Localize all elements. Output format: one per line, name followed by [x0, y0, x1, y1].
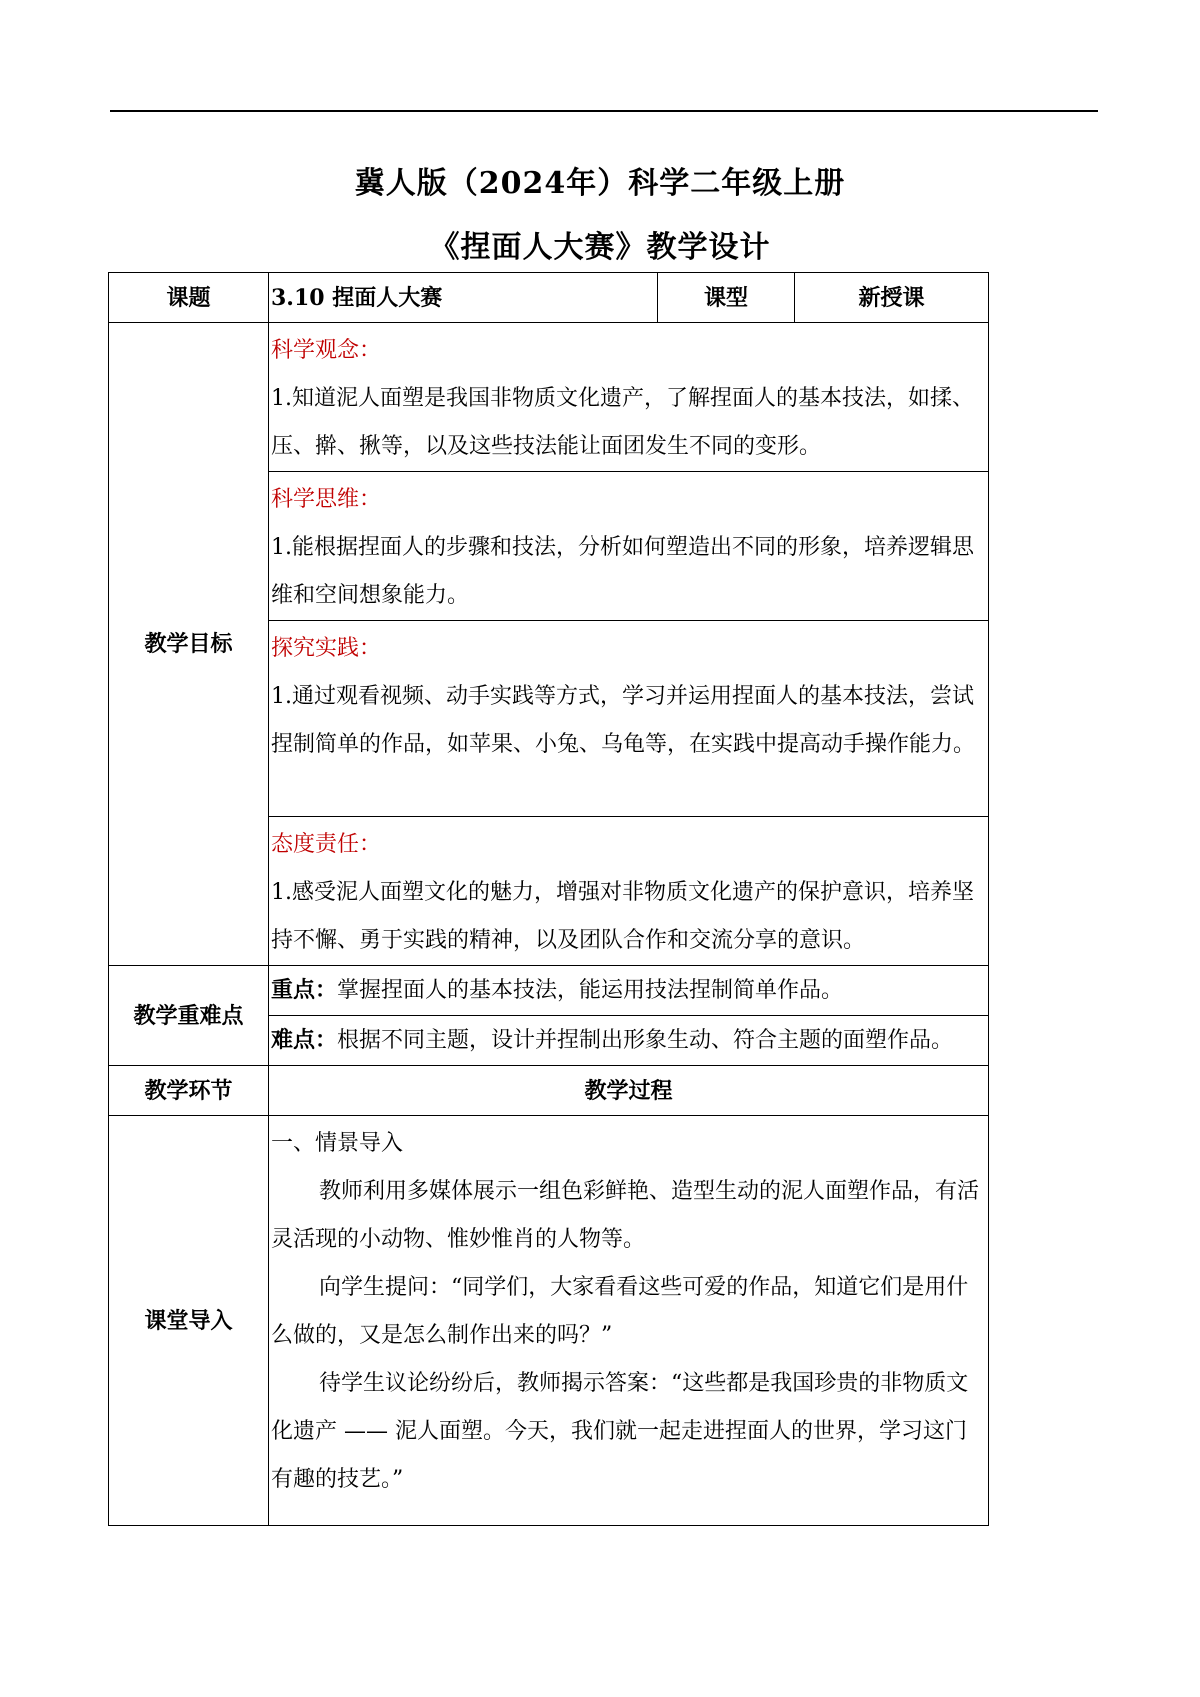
type-value: 新授课 — [795, 273, 989, 323]
objective-cell — [269, 472, 989, 621]
document-subtitle: 《捏面人大赛》教学设计 — [429, 230, 771, 265]
difficult-point-text: 根据不同主题，设计并捏制出形象生动、符合主题的面塑作品。 — [337, 1028, 954, 1053]
topic-value: 3.10 捏面人大赛 — [269, 273, 658, 323]
lesson-plan-table — [108, 272, 989, 1526]
process-header: 教学过程 — [269, 1066, 989, 1116]
objective-text: 1.能根据捏面人的步骤和技法，分析如何塑造出不同的形象，培养逻辑思维和空间想象能力。 — [271, 535, 974, 608]
objective-heading: 科学思维： — [271, 487, 382, 512]
stage-header: 教学环节 — [109, 1066, 269, 1116]
intro-row — [109, 1116, 989, 1526]
intro-section-title: 一、情景导入 — [271, 1131, 404, 1156]
objective-heading: 态度责任： — [271, 832, 382, 857]
objective-heading: 科学观念： — [271, 338, 382, 363]
header-rule — [110, 110, 1098, 112]
document-title: 冀人版（2024年）科学二年级上册 — [354, 166, 846, 201]
key-point-cell — [269, 966, 989, 1016]
intro-content — [269, 1116, 989, 1526]
topic-row — [109, 273, 989, 323]
objective-cell — [269, 323, 989, 472]
keypoint-row — [109, 966, 989, 1016]
objective-row — [109, 323, 989, 472]
objective-text: 1.感受泥人面塑文化的魅力，增强对非物质文化遗产的保护意识，培养坚持不懈、勇于实践的精神，以及团队合作和交流分享的意识。 — [271, 880, 974, 953]
topic-label: 课题 — [109, 273, 269, 323]
objectives-label: 教学目标 — [109, 323, 269, 966]
key-point-label: 重点： — [271, 977, 338, 1003]
objective-heading: 探究实践： — [271, 636, 382, 661]
difficult-point-label: 难点： — [271, 1027, 338, 1053]
type-label: 课型 — [658, 273, 795, 323]
intro-paragraph: 教师利用多媒体展示一组色彩鲜艳、造型生动的泥人面塑作品，有活灵活现的小动物、惟妙惟肖的人物等。 — [271, 1179, 980, 1252]
objective-text: 1.知道泥人面塑是我国非物质文化遗产，了解捏面人的基本技法，如揉、压、擀、揪等，以及这些技法能让面团发生不同的变形。 — [271, 386, 974, 459]
process-header-row — [109, 1066, 989, 1116]
objective-cell — [269, 621, 989, 817]
intro-stage-label: 课堂导入 — [109, 1116, 269, 1526]
keypoints-label: 教学重难点 — [109, 966, 269, 1066]
key-point-text: 掌握捏面人的基本技法，能运用技法捏制简单作品。 — [337, 978, 844, 1003]
difficult-point-cell — [269, 1016, 989, 1066]
objective-cell — [269, 817, 989, 966]
intro-paragraph: 待学生议论纷纷后，教师揭示答案：“这些都是我国珍贵的非物质文化遗产 —— 泥人面塑。今天，我们就一起走进捏面人的世界，学习这门有趣的技艺。” — [271, 1371, 969, 1492]
intro-paragraph: 向学生提问：“同学们，大家看看这些可爱的作品，知道它们是用什么做的，又是怎么制作出来的吗？” — [271, 1275, 969, 1348]
objective-text: 1.通过观看视频、动手实践等方式，学习并运用捏面人的基本技法，尝试捏制简单的作品，如苹果、小兔、乌龟等，在实践中提高动手操作能力。 — [271, 684, 976, 757]
